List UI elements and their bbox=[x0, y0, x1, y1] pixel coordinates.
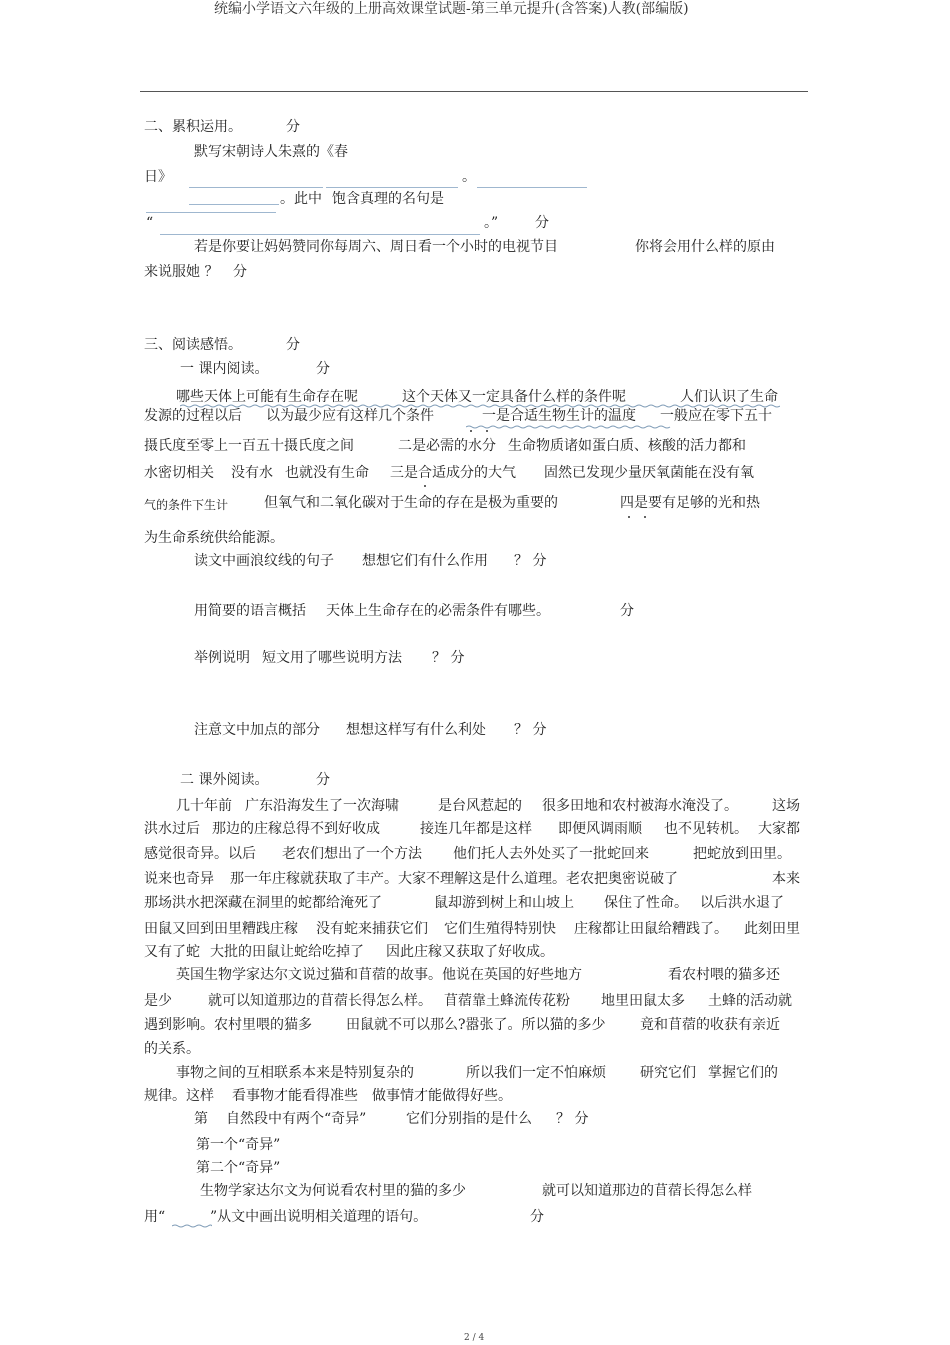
q5-answer-2: 第二个“奇异” bbox=[196, 1160, 281, 1176]
p2-seg: 研究它们 bbox=[640, 1065, 696, 1081]
p2-seg: 那场洪水把深藏在洞里的蛇都给淹死了 bbox=[144, 895, 382, 911]
q5-answer-1: 第一个“奇异” bbox=[196, 1137, 281, 1153]
p2-seg: 因此庄稼又获取了好收成。 bbox=[386, 944, 554, 960]
q5-prompt-a: 第 bbox=[194, 1111, 208, 1127]
q6-prompt-a: 生物学家达尔文为何说看农村里的猫的多少 bbox=[200, 1183, 466, 1199]
p2-seg: 庄稼都让田鼠给糟践了。 bbox=[574, 921, 728, 937]
p2-seg: 它们生殖得特别快 bbox=[444, 921, 556, 937]
q2-text-a: 若是你要让妈妈赞同你每周六、周日看一个小时的电视节目 bbox=[194, 239, 558, 255]
part-1-score: 分 bbox=[316, 361, 330, 377]
p2-seg: 即便风调雨顺 bbox=[558, 821, 642, 837]
q1-period: 。 bbox=[462, 169, 476, 185]
section-3-heading: 三、阅读感悟。 bbox=[144, 337, 242, 353]
section-3-score: 分 bbox=[286, 337, 300, 353]
p2-seg: 鼠却游到树上和山坡上 bbox=[434, 895, 574, 911]
q2-score: 分 bbox=[233, 264, 247, 280]
q4-prompt-b: 想想这样写有什么利处 bbox=[346, 722, 486, 738]
q1-text-d: 饱含真理的名句是 bbox=[332, 191, 444, 207]
p2-seg: 大家都 bbox=[758, 821, 800, 837]
p1-seg: 人们认识了生命 bbox=[680, 389, 778, 405]
q5-prompt-b: 自然段中有两个“奇异” bbox=[226, 1111, 367, 1127]
answer-blank-6[interactable] bbox=[160, 234, 480, 235]
p1-seg: 生命物质诸如蛋白质、核酸的活力都和 bbox=[508, 438, 746, 454]
close-quote: 。” bbox=[484, 215, 499, 231]
open-quote: “ bbox=[146, 215, 154, 231]
wavy-underline bbox=[180, 404, 780, 408]
q1-score: 分 bbox=[535, 215, 549, 231]
p1-seg: 气的条件下生计 bbox=[144, 498, 229, 512]
p2-seg: 事物之间的互相联系本来是特别复杂的 bbox=[176, 1065, 414, 1081]
p2-seg: 几十年前 bbox=[176, 798, 232, 814]
answer-blank-3[interactable] bbox=[477, 187, 587, 188]
p1-seg: 三是合适成分的大气 bbox=[390, 465, 516, 481]
p2-seg: 很多田地和农村被海水淹没了。 bbox=[542, 798, 738, 814]
p1-seg: 一般应在零下五十 bbox=[660, 408, 772, 424]
p2-seg: 所以我们一定不怕麻烦 bbox=[466, 1065, 606, 1081]
q6-prompt-d: ”从文中画出说明相关道理的语句。 bbox=[210, 1209, 428, 1225]
p1-seg: 四是要有足够的光和热 bbox=[620, 495, 760, 511]
p2-seg: 老农们想出了一个方法 bbox=[282, 846, 422, 862]
q2-prompt-b: 天体上生命存在的必需条件有哪些。 bbox=[326, 603, 550, 619]
q2-score: 分 bbox=[620, 603, 634, 619]
p2-seg: 竟和苜蓿的收获有亲近 bbox=[640, 1017, 780, 1033]
q6-prompt-b: 就可以知道那边的苜蓿长得怎么样 bbox=[542, 1183, 752, 1199]
p1-seg: 没有水 bbox=[231, 465, 273, 481]
answer-blank-4[interactable] bbox=[189, 204, 279, 205]
p1-seg: 哪些天体上可能有生命存在呢 bbox=[176, 389, 358, 405]
q4-prompt: 注意文中加点的部分 bbox=[194, 722, 320, 738]
wavy-underline bbox=[466, 425, 672, 429]
p2-seg: 又有了蛇 bbox=[144, 944, 200, 960]
p2-seg: 洪水过后 bbox=[144, 821, 200, 837]
p1-seg: 为生命系统供给能源。 bbox=[144, 530, 284, 546]
p2-seg: 那一年庄稼就获取了丰产。大家不理解这是什么道理。老农把奥密说破了 bbox=[230, 871, 678, 887]
p2-seg: 没有蛇来捕获它们 bbox=[316, 921, 428, 937]
p2-seg: 那边的庄稼总得不到好收成 bbox=[212, 821, 380, 837]
q3-prompt: 举例说明 bbox=[194, 650, 250, 666]
emphasis-dot bbox=[424, 485, 426, 487]
p2-seg: 此刻田里 bbox=[744, 921, 800, 937]
p1-seg: 水密切相关 bbox=[144, 465, 214, 481]
p2-seg: 接连几年都是这样 bbox=[420, 821, 532, 837]
document-title: 统编小学语文六年级的上册高效课堂试题-第三单元提升(含答案)人教(部编版) bbox=[214, 1, 689, 17]
q3-score: ？ 分 bbox=[432, 650, 465, 666]
p2-seg: 说来也奇异 bbox=[144, 871, 214, 887]
q2-text-c: 来说服她 ？ bbox=[144, 264, 219, 280]
p2-seg: 是少 bbox=[144, 993, 172, 1009]
section-2-score: 分 bbox=[286, 119, 300, 135]
page-number: 2 / 4 bbox=[464, 1333, 485, 1343]
p2-seg: 遇到影响。农村里喂的猫多 bbox=[144, 1017, 312, 1033]
p2-seg: 以后洪水退了 bbox=[700, 895, 784, 911]
p2-seg: 田鼠就不可以那么?嚣张了。所以猫的多少 bbox=[346, 1017, 606, 1033]
q2-prompt: 用简要的语言概括 bbox=[194, 603, 306, 619]
p1-seg: 摄氏度至零上一百五十摄氏度之间 bbox=[144, 438, 354, 454]
p2-seg: 把蛇放到田里。 bbox=[693, 846, 791, 862]
q1-text-b: 日》 bbox=[144, 169, 172, 185]
p2-seg: 这场 bbox=[772, 798, 800, 814]
p2-seg: 本来 bbox=[772, 871, 800, 887]
p1-seg: 固然已发现少量厌氧菌能在没有氧 bbox=[544, 465, 754, 481]
p2-seg: 也不见转机。 bbox=[664, 821, 748, 837]
p2-seg: 掌握它们的 bbox=[708, 1065, 778, 1081]
emphasis-dot bbox=[644, 516, 646, 518]
answer-blank-2[interactable] bbox=[326, 187, 458, 188]
emphasis-dot bbox=[470, 430, 472, 432]
q1-score: ？ 分 bbox=[514, 553, 547, 569]
q1-text-a: 默写宋朝诗人朱熹的《春 bbox=[194, 144, 348, 160]
p2-seg: 田鼠又回到田里糟践庄稼 bbox=[144, 921, 298, 937]
p2-seg: 地里田鼠太多 bbox=[601, 993, 685, 1009]
q5-prompt-c: 它们分别指的是什么 bbox=[406, 1111, 532, 1127]
p2-seg: 大批的田鼠让蛇给吃掉了 bbox=[210, 944, 364, 960]
p2-seg: 土蜂的活动就 bbox=[708, 993, 792, 1009]
p2-seg: 规律。这样 bbox=[144, 1088, 214, 1104]
p1-seg: 以为最少应有这样几个条件 bbox=[266, 408, 434, 424]
q3-prompt-b: 短文用了哪些说明方法 bbox=[262, 650, 402, 666]
section-2-heading: 二、累积运用。 bbox=[144, 119, 242, 135]
part-1-heading: 一 课内阅读。 bbox=[180, 361, 269, 377]
p2-seg: 苜蓿靠土蜂流传花粉 bbox=[444, 993, 570, 1009]
q6-score: 分 bbox=[530, 1209, 544, 1225]
part-2-score: 分 bbox=[316, 772, 330, 788]
p1-seg: 也就没有生命 bbox=[285, 465, 369, 481]
q4-score: ？ 分 bbox=[514, 722, 547, 738]
p2-seg: 的关系。 bbox=[144, 1041, 200, 1057]
emphasis-dot bbox=[628, 516, 630, 518]
p2-seg: 广东沿海发生了一次海啸 bbox=[245, 798, 399, 814]
p2-seg: 看事物才能看得准些 bbox=[232, 1088, 358, 1104]
p2-seg: 是台风惹起的 bbox=[438, 798, 522, 814]
q1-text-c: 。此中 bbox=[280, 191, 322, 207]
p2-seg: 做事情才能做得好些。 bbox=[372, 1088, 512, 1104]
q2-text-b: 你将会用什么样的原由 bbox=[635, 239, 775, 255]
q1-prompt: 读文中画浪纹线的句子 bbox=[194, 553, 334, 569]
p2-seg: 英国生物学家达尔文说过猫和苜蓿的故事。他说在英国的好些地方 bbox=[176, 967, 582, 983]
p2-seg: 就可以知道那边的苜蓿长得怎么样。 bbox=[208, 993, 432, 1009]
header-rule bbox=[140, 91, 808, 92]
p1-seg: 发源的过程以后 bbox=[144, 408, 242, 424]
q1-prompt-b: 想想它们有什么作用 bbox=[362, 553, 488, 569]
p1-seg: 二是必需的水分 bbox=[398, 438, 496, 454]
p1-seg: 这个天体又一定具备什么样的条件呢 bbox=[402, 389, 626, 405]
p1-seg: 一是合适生物生计的温度 bbox=[482, 408, 636, 424]
wavy-underline-sample bbox=[172, 1224, 212, 1228]
q5-score: ？ 分 bbox=[556, 1111, 589, 1127]
p2-seg: 感觉很奇异。以后 bbox=[144, 846, 256, 862]
p2-seg: 保住了性命。 bbox=[604, 895, 688, 911]
p1-seg: 但氧气和二氧化碳对于生命的存在是极为重要的 bbox=[264, 495, 558, 511]
p2-seg: 看农村喂的猫多还 bbox=[668, 967, 780, 983]
q6-prompt-c: 用“ bbox=[144, 1209, 166, 1225]
answer-blank-5[interactable] bbox=[146, 212, 276, 213]
p2-seg: 他们托人去外处买了一批蛇回来 bbox=[453, 846, 649, 862]
emphasis-dot bbox=[486, 430, 488, 432]
part-2-heading: 二 课外阅读。 bbox=[180, 772, 269, 788]
answer-blank-1[interactable] bbox=[189, 187, 323, 188]
